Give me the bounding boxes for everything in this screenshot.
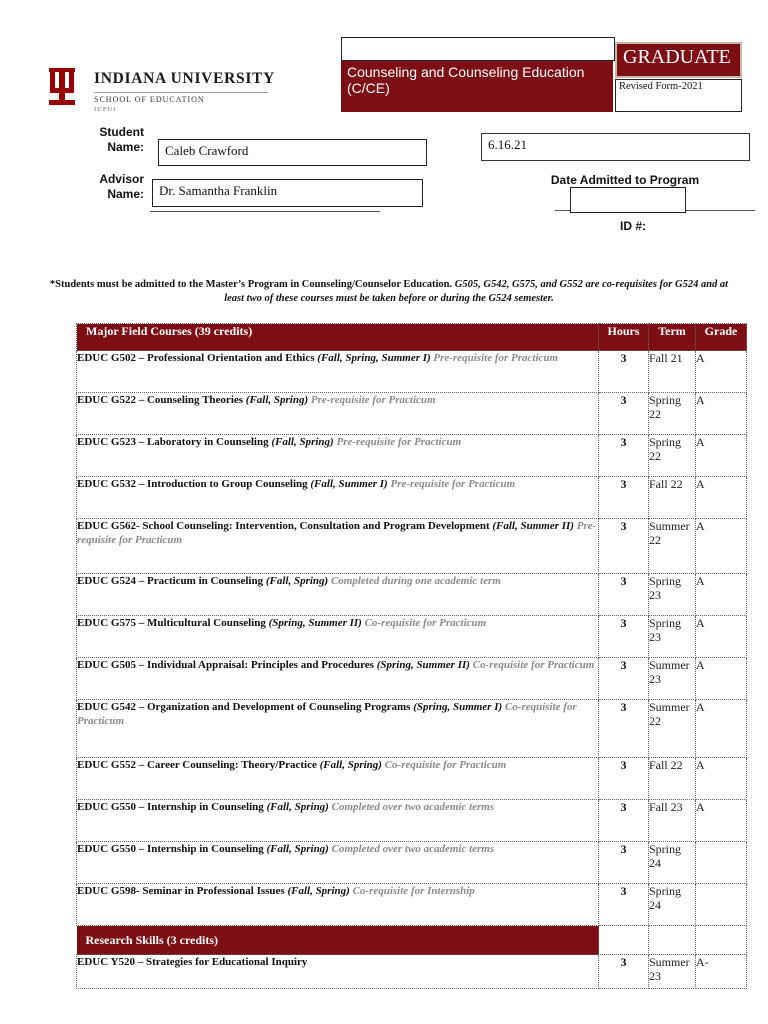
iu-trident-logo: [49, 68, 75, 106]
term-cell[interactable]: Spring 23: [649, 574, 696, 616]
grade-cell[interactable]: [696, 842, 747, 884]
hours-cell[interactable]: 3: [599, 884, 649, 926]
courses-table: [76, 323, 747, 989]
course-offered-terms: (Fall, Spring): [319, 759, 382, 771]
course-title: EDUC G532 – Introduction to Group Counseling: [77, 478, 308, 490]
admission-note: [44, 278, 734, 306]
empty-cell: [599, 926, 649, 955]
term-cell[interactable]: Fall 23: [649, 800, 696, 842]
table-row: [77, 435, 747, 477]
hours-cell[interactable]: 3: [599, 393, 649, 435]
table-row: [77, 574, 747, 616]
course-title: EDUC G505 – Individual Appraisal: Principles and Procedures: [77, 659, 374, 671]
course-cell: [77, 435, 599, 477]
course-offered-terms: (Spring, Summer I): [413, 701, 503, 713]
research-section-header: Research Skills (3 credits): [77, 926, 599, 955]
course-offered-terms: (Fall, Summer II): [492, 520, 574, 532]
grade-cell[interactable]: A: [696, 758, 747, 800]
course-title: EDUC G575 – Multicultural Counseling: [77, 617, 266, 629]
hours-cell[interactable]: 3: [599, 842, 649, 884]
program-title: Counseling and Counseling Education (C/CE): [341, 61, 613, 112]
course-cell: [77, 658, 599, 700]
revised-form-label: Revised Form-2021: [615, 79, 742, 112]
course-cell: [77, 800, 599, 842]
course-cell: [77, 477, 599, 519]
course-cell: [77, 884, 599, 926]
date-field[interactable]: 6.16.21: [481, 133, 750, 161]
course-requisite: Co-requisite for Practicum: [472, 659, 595, 671]
course-title: EDUC G524 – Practicum in Counseling: [77, 575, 264, 587]
term-cell[interactable]: Summer 23: [649, 658, 696, 700]
table-row: [77, 842, 747, 884]
term-cell[interactable]: Spring 24: [649, 884, 696, 926]
table-row: [77, 658, 747, 700]
hours-cell[interactable]: 3: [599, 435, 649, 477]
advisor-name-field[interactable]: Dr. Samantha Franklin: [152, 179, 423, 207]
student-name-label: Student Name:: [99, 125, 144, 154]
course-offered-terms: (Fall, Summer I): [310, 478, 388, 490]
course-offered-terms: (Spring, Summer II): [376, 659, 470, 671]
hours-cell[interactable]: 3: [599, 955, 649, 989]
term-cell[interactable]: Spring 22: [649, 393, 696, 435]
course-column-header: Major Field Courses (39 credits): [77, 324, 599, 351]
empty-cell: [696, 926, 747, 955]
course-requisite: Completed over two academic terms: [331, 801, 495, 813]
hours-column-header: Hours: [599, 324, 649, 351]
course-requisite: Co-requisite for Practicum: [364, 617, 487, 629]
table-row: [77, 800, 747, 842]
grade-cell[interactable]: A: [696, 519, 747, 574]
grade-cell[interactable]: A: [696, 616, 747, 658]
term-column-header: Term: [649, 324, 696, 351]
course-title: EDUC G542 – Organization and Development of Counseling Programs: [77, 701, 411, 713]
grade-cell[interactable]: A: [696, 700, 747, 758]
course-requisite: Co-requisite for Practicum: [77, 701, 577, 727]
grade-cell[interactable]: A-: [696, 955, 747, 989]
course-requisite: Pre-requisite for Practicum: [77, 520, 597, 546]
grade-cell[interactable]: A: [696, 477, 747, 519]
course-title: EDUC Y520 – Strategies for Educational Inquiry: [77, 956, 308, 968]
term-cell[interactable]: Fall 22: [649, 758, 696, 800]
table-row: [77, 477, 747, 519]
grade-cell[interactable]: A: [696, 800, 747, 842]
course-offered-terms: (Fall, Spring): [271, 436, 334, 448]
term-cell[interactable]: Summer 23: [649, 955, 696, 989]
course-requisite: Pre-requisite for Practicum: [390, 478, 516, 490]
course-requisite: Completed over two academic terms: [331, 843, 495, 855]
course-title: EDUC G550 – Internship in Counseling: [77, 843, 264, 855]
term-cell[interactable]: Fall 21: [649, 351, 696, 393]
course-cell: [77, 616, 599, 658]
grade-cell[interactable]: A: [696, 658, 747, 700]
table-row: [77, 955, 747, 989]
hours-cell[interactable]: 3: [599, 351, 649, 393]
school-name: SCHOOL OF EDUCATION: [94, 95, 205, 104]
hours-cell[interactable]: 3: [599, 758, 649, 800]
course-cell: [77, 758, 599, 800]
student-name-field[interactable]: Caleb Crawford: [158, 139, 427, 166]
course-offered-terms: (Fall, Spring): [245, 394, 309, 406]
term-cell[interactable]: Spring 23: [649, 616, 696, 658]
id-label: ID #:: [620, 219, 647, 233]
course-title: EDUC G562- School Counseling: Intervention, Consultation and Program Development: [77, 520, 490, 532]
research-section-row: [77, 926, 747, 955]
table-row: [77, 616, 747, 658]
date-admitted-field[interactable]: [570, 187, 686, 213]
graduate-banner: GRADUATE: [615, 42, 742, 78]
grade-cell[interactable]: A: [696, 435, 747, 477]
advisor-name-label: Advisor Name:: [99, 172, 144, 201]
table-row: [77, 519, 747, 574]
table-row: [77, 700, 747, 758]
hours-cell[interactable]: 3: [599, 700, 649, 758]
course-cell: [77, 393, 599, 435]
table-row: [77, 393, 747, 435]
hours-cell[interactable]: 3: [599, 477, 649, 519]
course-cell: [77, 842, 599, 884]
course-title: EDUC G522 – Counseling Theories: [77, 394, 244, 406]
course-title: EDUC G598- Seminar in Professional Issues: [77, 885, 285, 897]
grade-cell[interactable]: [696, 884, 747, 926]
course-requisite: Co-requisite for Practicum: [384, 759, 507, 771]
term-cell[interactable]: Summer 22: [649, 519, 696, 574]
campus-name: IUPUI: [94, 106, 117, 113]
grade-cell[interactable]: A: [696, 574, 747, 616]
course-cell: [77, 574, 599, 616]
course-requisite: Pre-requisite for Practicum: [336, 436, 462, 448]
course-cell: [77, 955, 599, 989]
hours-cell[interactable]: 3: [599, 658, 649, 700]
table-row: [77, 884, 747, 926]
term-cell[interactable]: Spring 22: [649, 435, 696, 477]
course-offered-terms: (Fall, Spring): [265, 575, 329, 587]
note-italic: G505, G542, G575, and G552 are co-requisites for G524 and at least two of these courses must be taken before or during the G524 semester.: [224, 279, 729, 304]
empty-header-field[interactable]: [341, 37, 615, 61]
grade-cell[interactable]: A: [696, 393, 747, 435]
university-name: INDIANA UNIVERSITY: [94, 70, 275, 87]
course-cell: [77, 519, 599, 574]
hours-cell[interactable]: 3: [599, 519, 649, 574]
course-cell: [77, 351, 599, 393]
date-admitted-label: Date Admitted to Program: [550, 173, 700, 187]
term-cell[interactable]: Spring 24: [649, 842, 696, 884]
advisor-underline: [150, 211, 380, 212]
course-offered-terms: (Fall, Spring): [287, 885, 350, 897]
hours-cell[interactable]: 3: [599, 800, 649, 842]
course-offered-terms: (Spring, Summer II): [268, 617, 362, 629]
table-row: [77, 758, 747, 800]
grade-cell[interactable]: A: [696, 351, 747, 393]
hours-cell[interactable]: 3: [599, 574, 649, 616]
grade-column-header: Grade: [696, 324, 747, 351]
course-requisite: Pre-requisite for Practicum: [433, 352, 559, 364]
course-offered-terms: (Fall, Spring): [266, 843, 329, 855]
course-cell: [77, 700, 599, 758]
course-title: EDUC G523 – Laboratory in Counseling: [77, 436, 269, 448]
course-requisite: Pre-requisite for Practicum: [310, 394, 436, 406]
course-offered-terms: (Fall, Spring, Summer I): [317, 352, 431, 364]
empty-cell: [649, 926, 696, 955]
course-title: EDUC G502 – Professional Orientation and Ethics: [77, 352, 315, 364]
term-cell[interactable]: Fall 22: [649, 477, 696, 519]
course-requisite: Completed during one academic term: [330, 575, 501, 587]
term-cell[interactable]: Summer 22: [649, 700, 696, 758]
note-plain: *Students must be admitted to the Master’s Program in Counseling/Counselor Education.: [49, 279, 455, 290]
course-title: EDUC G552 – Career Counseling: Theory/Practice: [77, 759, 317, 771]
course-offered-terms: (Fall, Spring): [266, 801, 329, 813]
table-row: [77, 351, 747, 393]
hours-cell[interactable]: 3: [599, 616, 649, 658]
header-divider: [94, 92, 268, 93]
course-title: EDUC G550 – Internship in Counseling: [77, 801, 264, 813]
course-requisite: Co-requisite for Internship: [352, 885, 475, 897]
